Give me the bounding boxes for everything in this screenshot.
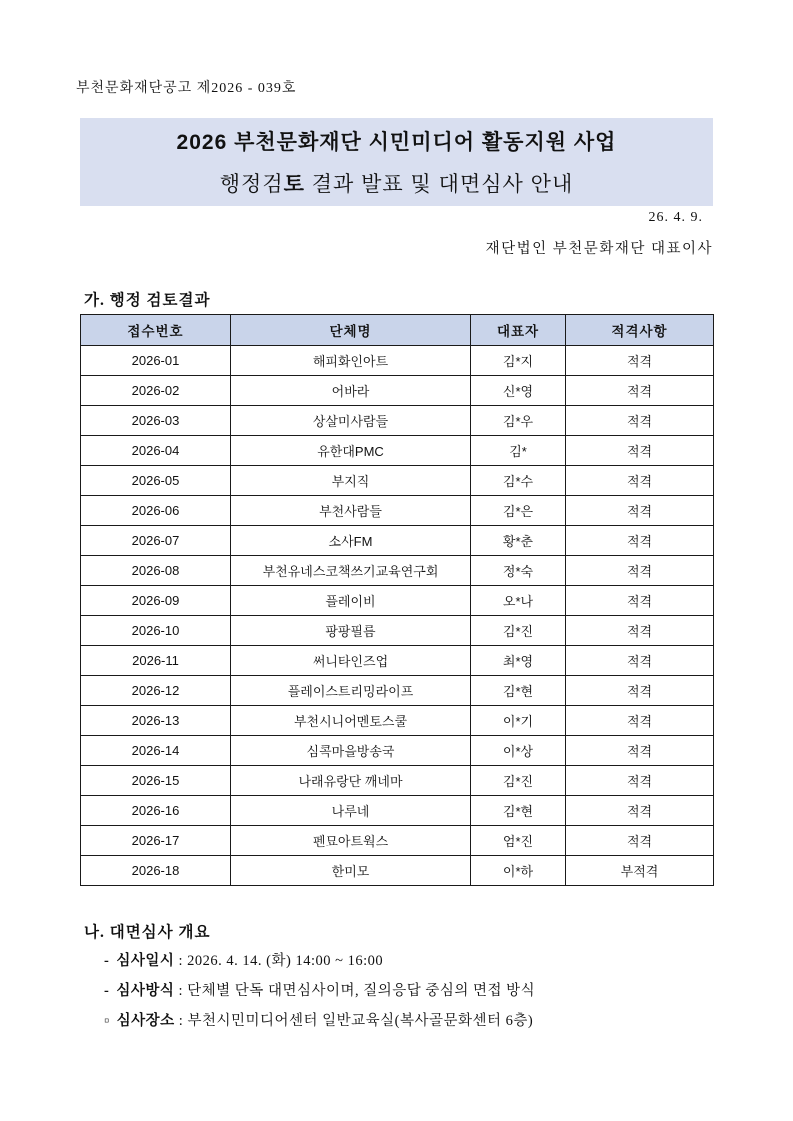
eligibility-cell: 적격 (566, 376, 714, 406)
table-header (81, 315, 714, 346)
org-name-cell: 펜묘아트웍스 (231, 826, 471, 856)
org-name-cell: 써니타인즈업 (231, 646, 471, 676)
table-row (81, 436, 714, 466)
representative-cell: 이*상 (471, 736, 566, 766)
item-value: 부천시민미디어센터 일반교육실(복사골문화센터 6층) (187, 1013, 534, 1029)
section-a-heading: 가. 행정 검토결과 (84, 292, 211, 309)
title-line2-suffix: 결과 발표 및 대면심사 안내 (304, 173, 574, 196)
table-row (81, 706, 714, 736)
org-name-cell: 부천시니어멘토스쿨 (231, 706, 471, 736)
org-name-cell: 소사FM (231, 526, 471, 556)
item-value: 단체별 단독 대면심사이며, 질의응답 중심의 면접 방식 (187, 983, 536, 999)
list-item-schedule (104, 946, 744, 976)
eligibility-cell: 적격 (566, 676, 714, 706)
representative-cell: 김*현 (471, 676, 566, 706)
header-eligibility: 적격사항 (566, 315, 714, 346)
table-row (81, 526, 714, 556)
eligibility-cell: 적격 (566, 466, 714, 496)
receipt-number-cell: 2026-04 (81, 436, 231, 466)
representative-cell: 김* (471, 436, 566, 466)
receipt-number-cell: 2026-09 (81, 586, 231, 616)
document-title-line1: 2026 부천문화재단 시민미디어 활동지원 사업 (176, 131, 617, 154)
announcement-date: 26. 4. 9. (648, 210, 703, 225)
org-name-cell: 부천사람들 (231, 496, 471, 526)
header-receipt-number: 접수번호 (81, 315, 231, 346)
representative-cell: 김*수 (471, 466, 566, 496)
header-representative: 대표자 (471, 315, 566, 346)
receipt-number-cell: 2026-16 (81, 796, 231, 826)
title-banner (80, 118, 713, 206)
representative-cell: 최*영 (471, 646, 566, 676)
item-value: 2026. 4. 14. (화) 14:00 ~ 16:00 (187, 953, 384, 969)
representative-cell: 황*춘 (471, 526, 566, 556)
eligibility-cell: 적격 (566, 616, 714, 646)
table-row (81, 826, 714, 856)
eligibility-cell: 부적격 (566, 856, 714, 886)
receipt-number-cell: 2026-02 (81, 376, 231, 406)
org-name-cell: 한미모 (231, 856, 471, 886)
receipt-number-cell: 2026-10 (81, 616, 231, 646)
table-row (81, 646, 714, 676)
review-table-body (81, 346, 714, 886)
review-result-table (80, 314, 714, 886)
table-row (81, 466, 714, 496)
receipt-number-cell: 2026-13 (81, 706, 231, 736)
org-name-cell: 심콕마을방송국 (231, 736, 471, 766)
org-name-cell: 플레이비 (231, 586, 471, 616)
eligibility-cell: 적격 (566, 706, 714, 736)
representative-cell: 김*은 (471, 496, 566, 526)
item-separator: : (174, 1013, 188, 1029)
item-label: 심사일시 (116, 953, 175, 969)
bullet-icon: ▫ (104, 1013, 110, 1029)
eligibility-cell: 적격 (566, 796, 714, 826)
org-name-cell: 부지직 (231, 466, 471, 496)
eligibility-cell: 적격 (566, 556, 714, 586)
org-name-cell: 부천유네스코책쓰기교육연구회 (231, 556, 471, 586)
table-row (81, 496, 714, 526)
receipt-number-cell: 2026-18 (81, 856, 231, 886)
receipt-number-cell: 2026-05 (81, 466, 231, 496)
org-name-cell: 나래유랑단 깨네마 (231, 766, 471, 796)
eligibility-cell: 적격 (566, 646, 714, 676)
representative-cell: 김*지 (471, 346, 566, 376)
item-separator: : (174, 953, 188, 969)
representative-cell: 김*진 (471, 766, 566, 796)
notice-number: 부천문화재단공고 제2026 - 039호 (76, 81, 297, 96)
eligibility-cell: 적격 (566, 436, 714, 466)
bullet-icon: - (104, 983, 110, 999)
receipt-number-cell: 2026-15 (81, 766, 231, 796)
section-b-heading: 나. 대면심사 개요 (84, 924, 211, 941)
receipt-number-cell: 2026-01 (81, 346, 231, 376)
org-name-cell: 해피화인아트 (231, 346, 471, 376)
eligibility-cell: 적격 (566, 586, 714, 616)
table-row (81, 346, 714, 376)
issuer: 재단법인 부천문화재단 대표이사 (485, 241, 713, 257)
representative-cell: 이*하 (471, 856, 566, 886)
list-item-location (104, 1006, 744, 1036)
table-row (81, 586, 714, 616)
eligibility-cell: 적격 (566, 766, 714, 796)
title-line2-prefix: 행정검 (219, 173, 284, 196)
receipt-number-cell: 2026-17 (81, 826, 231, 856)
org-name-cell: 유한대PMC (231, 436, 471, 466)
representative-cell: 김*현 (471, 796, 566, 826)
eligibility-cell: 적격 (566, 526, 714, 556)
table-row (81, 556, 714, 586)
table-row (81, 376, 714, 406)
table-row (81, 406, 714, 436)
org-name-cell: 어바라 (231, 376, 471, 406)
representative-cell: 신*영 (471, 376, 566, 406)
org-name-cell: 플레이스트리밍라이프 (231, 676, 471, 706)
document-title-line2 (220, 168, 573, 198)
table-row (81, 676, 714, 706)
org-name-cell: 상살미사람들 (231, 406, 471, 436)
table-row (81, 856, 714, 886)
item-label: 심사장소 (116, 1013, 175, 1029)
item-separator: : (174, 983, 188, 999)
item-label: 심사방식 (116, 983, 175, 999)
table-row (81, 796, 714, 826)
list-item-method (104, 976, 744, 1006)
bullet-icon: - (104, 953, 110, 969)
representative-cell: 엄*진 (471, 826, 566, 856)
representative-cell: 김*진 (471, 616, 566, 646)
receipt-number-cell: 2026-06 (81, 496, 231, 526)
table-header-row (81, 315, 714, 346)
receipt-number-cell: 2026-12 (81, 676, 231, 706)
representative-cell: 이*기 (471, 706, 566, 736)
receipt-number-cell: 2026-08 (81, 556, 231, 586)
receipt-number-cell: 2026-11 (81, 646, 231, 676)
eligibility-cell: 적격 (566, 346, 714, 376)
org-name-cell: 나루네 (231, 796, 471, 826)
title-line2-bold: 토 (283, 173, 305, 196)
org-name-cell: 팡팡필름 (231, 616, 471, 646)
receipt-number-cell: 2026-07 (81, 526, 231, 556)
representative-cell: 정*숙 (471, 556, 566, 586)
receipt-number-cell: 2026-14 (81, 736, 231, 766)
table-row (81, 736, 714, 766)
eligibility-cell: 적격 (566, 736, 714, 766)
receipt-number-cell: 2026-03 (81, 406, 231, 436)
eligibility-cell: 적격 (566, 406, 714, 436)
eligibility-cell: 적격 (566, 496, 714, 526)
interview-overview-list (104, 946, 744, 1036)
eligibility-cell: 적격 (566, 826, 714, 856)
table-row (81, 616, 714, 646)
representative-cell: 오*나 (471, 586, 566, 616)
representative-cell: 김*우 (471, 406, 566, 436)
table-row (81, 766, 714, 796)
header-org-name: 단체명 (231, 315, 471, 346)
